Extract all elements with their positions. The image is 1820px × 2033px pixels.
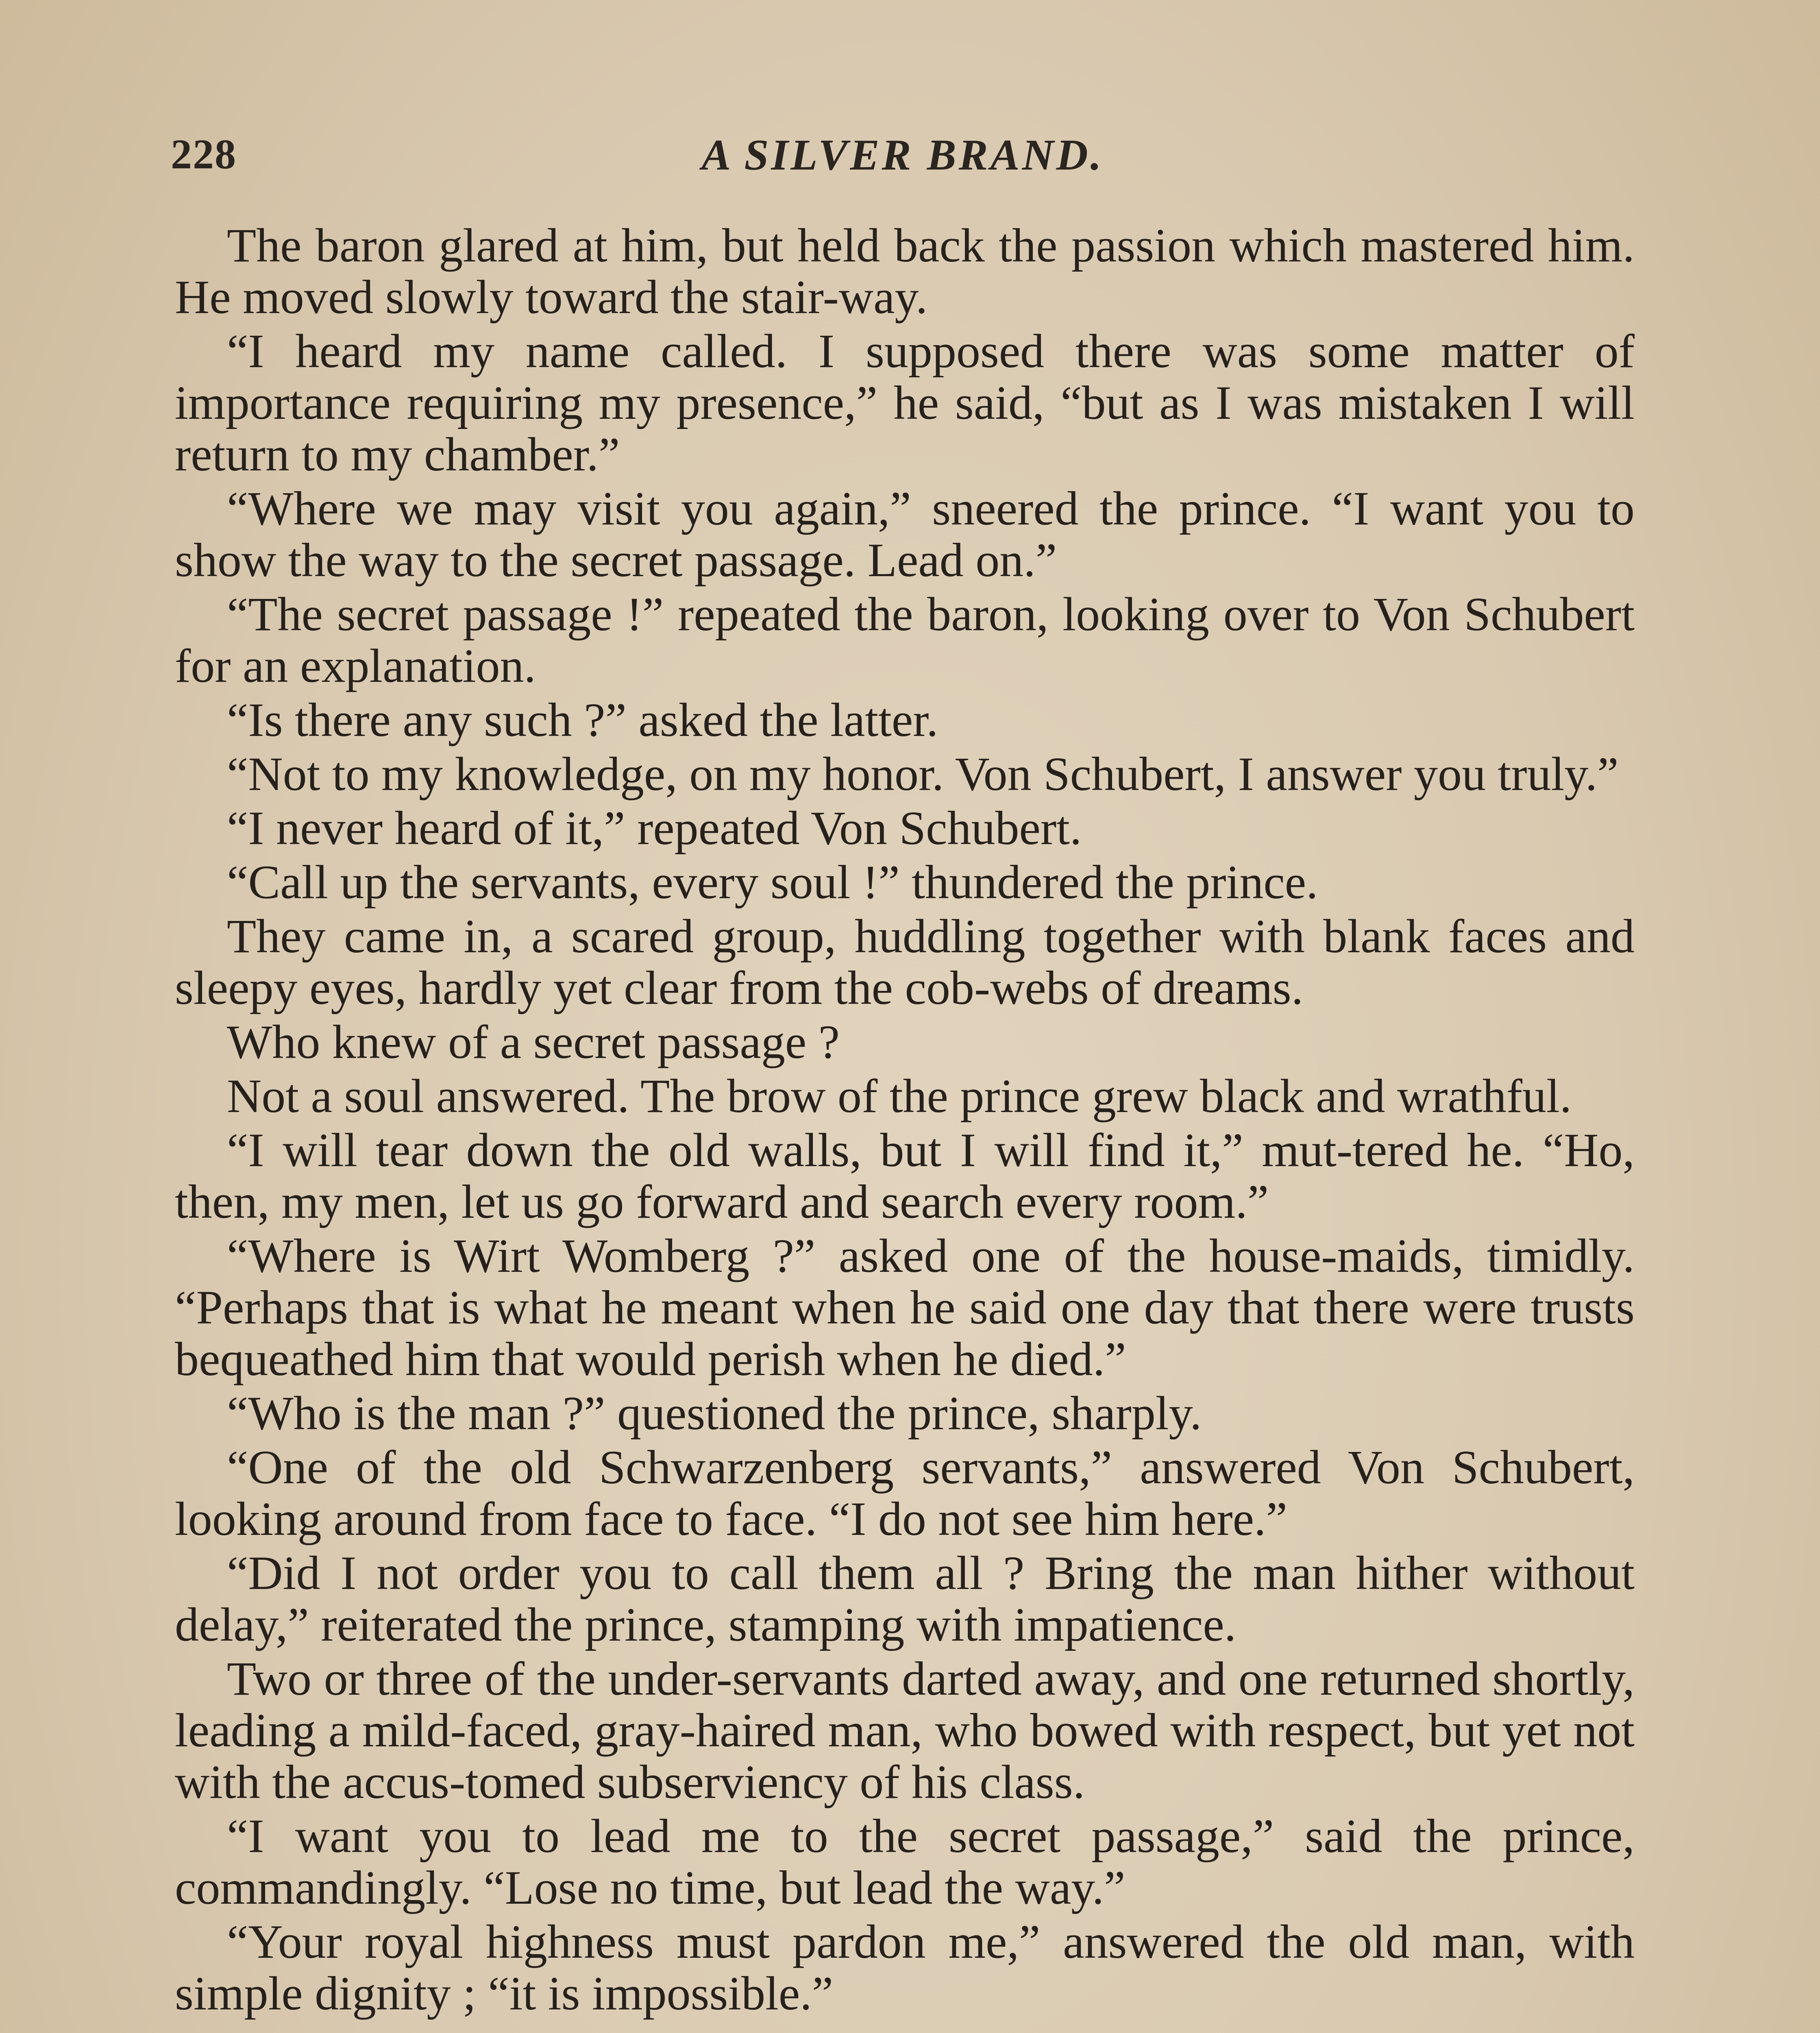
paragraph: “Where is Wirt Womberg ?” asked one of the house-maids, timidly. “Perhaps that is what he meant when he said one day that there were trusts bequeathed him that would perish when he died.” (175, 1229, 1635, 1386)
paragraph: “I never heard of it,” repeated Von Schubert. (227, 801, 1082, 855)
running-title: A SILVER BRAND. (701, 131, 1104, 179)
paragraph: Not a soul answered. The brow of the prince grew black and wrathful. (227, 1069, 1572, 1123)
paragraph: They came in, a scared group, huddling together with blank faces and sleepy eyes, hardly yet clear from the cob-webs of dreams. (175, 910, 1635, 1014)
paragraph: “I want you to lead me to the secret passage,” said the prince, commandingly. “Lose no time, but lead the way.” (175, 1809, 1635, 1914)
paragraph: “One of the old Schwarzenberg servants,” answered Von Schubert, looking around from face to face. “I do not see him here.” (175, 1441, 1635, 1545)
paragraph: “Who is the man ?” questioned the prince, sharply. (227, 1387, 1202, 1440)
paragraph: “Call up the servants, every soul !” thundered the prince. (227, 855, 1318, 909)
paragraph: “Where we may visit you again,” sneered the prince. “I want you to show the way to the secret passage. Lead on.” (175, 482, 1635, 587)
paragraph: “I will tear down the old walls, but I will find it,” mut-tered he. “Ho, then, my men, let us go forward and search every room.” (175, 1123, 1635, 1228)
paragraph: Two or three of the under-servants darted away, and one returned shortly, leading a mild-faced, gray-haired man, who bowed with respect, but yet not with the accus-tomed subserviency of his class. (175, 1652, 1635, 1809)
body-text (175, 220, 1635, 2022)
paragraph: The baron glared at him, but held back the passion which mastered him. He moved slowly toward the stair-way. (175, 219, 1635, 324)
paragraph: “Not to my knowledge, on my honor. Von Schubert, I answer you truly.” (227, 747, 1619, 801)
paragraph: “The secret passage !” repeated the baron, looking over to Von Schubert for an explanation. (175, 588, 1635, 692)
paragraph: “I heard my name called. I supposed there was some matter of importance requiring my presence,” he said, “but as I was mistaken I will return to my chamber.” (175, 324, 1635, 481)
page-number: 228 (171, 131, 237, 178)
page-header (171, 122, 1635, 203)
paragraph: “Did I not order you to call them all ? Bring the man hither without delay,” reiterated the prince, stamping with impatience. (175, 1546, 1635, 1651)
paragraph: Who knew of a secret passage ? (227, 1015, 840, 1069)
paragraph: “Is there any such ?” asked the latter. (227, 693, 938, 747)
paragraph: “Your royal highness must pardon me,” answered the old man, with simple dignity ; “it is impossible.” (175, 1915, 1635, 2020)
